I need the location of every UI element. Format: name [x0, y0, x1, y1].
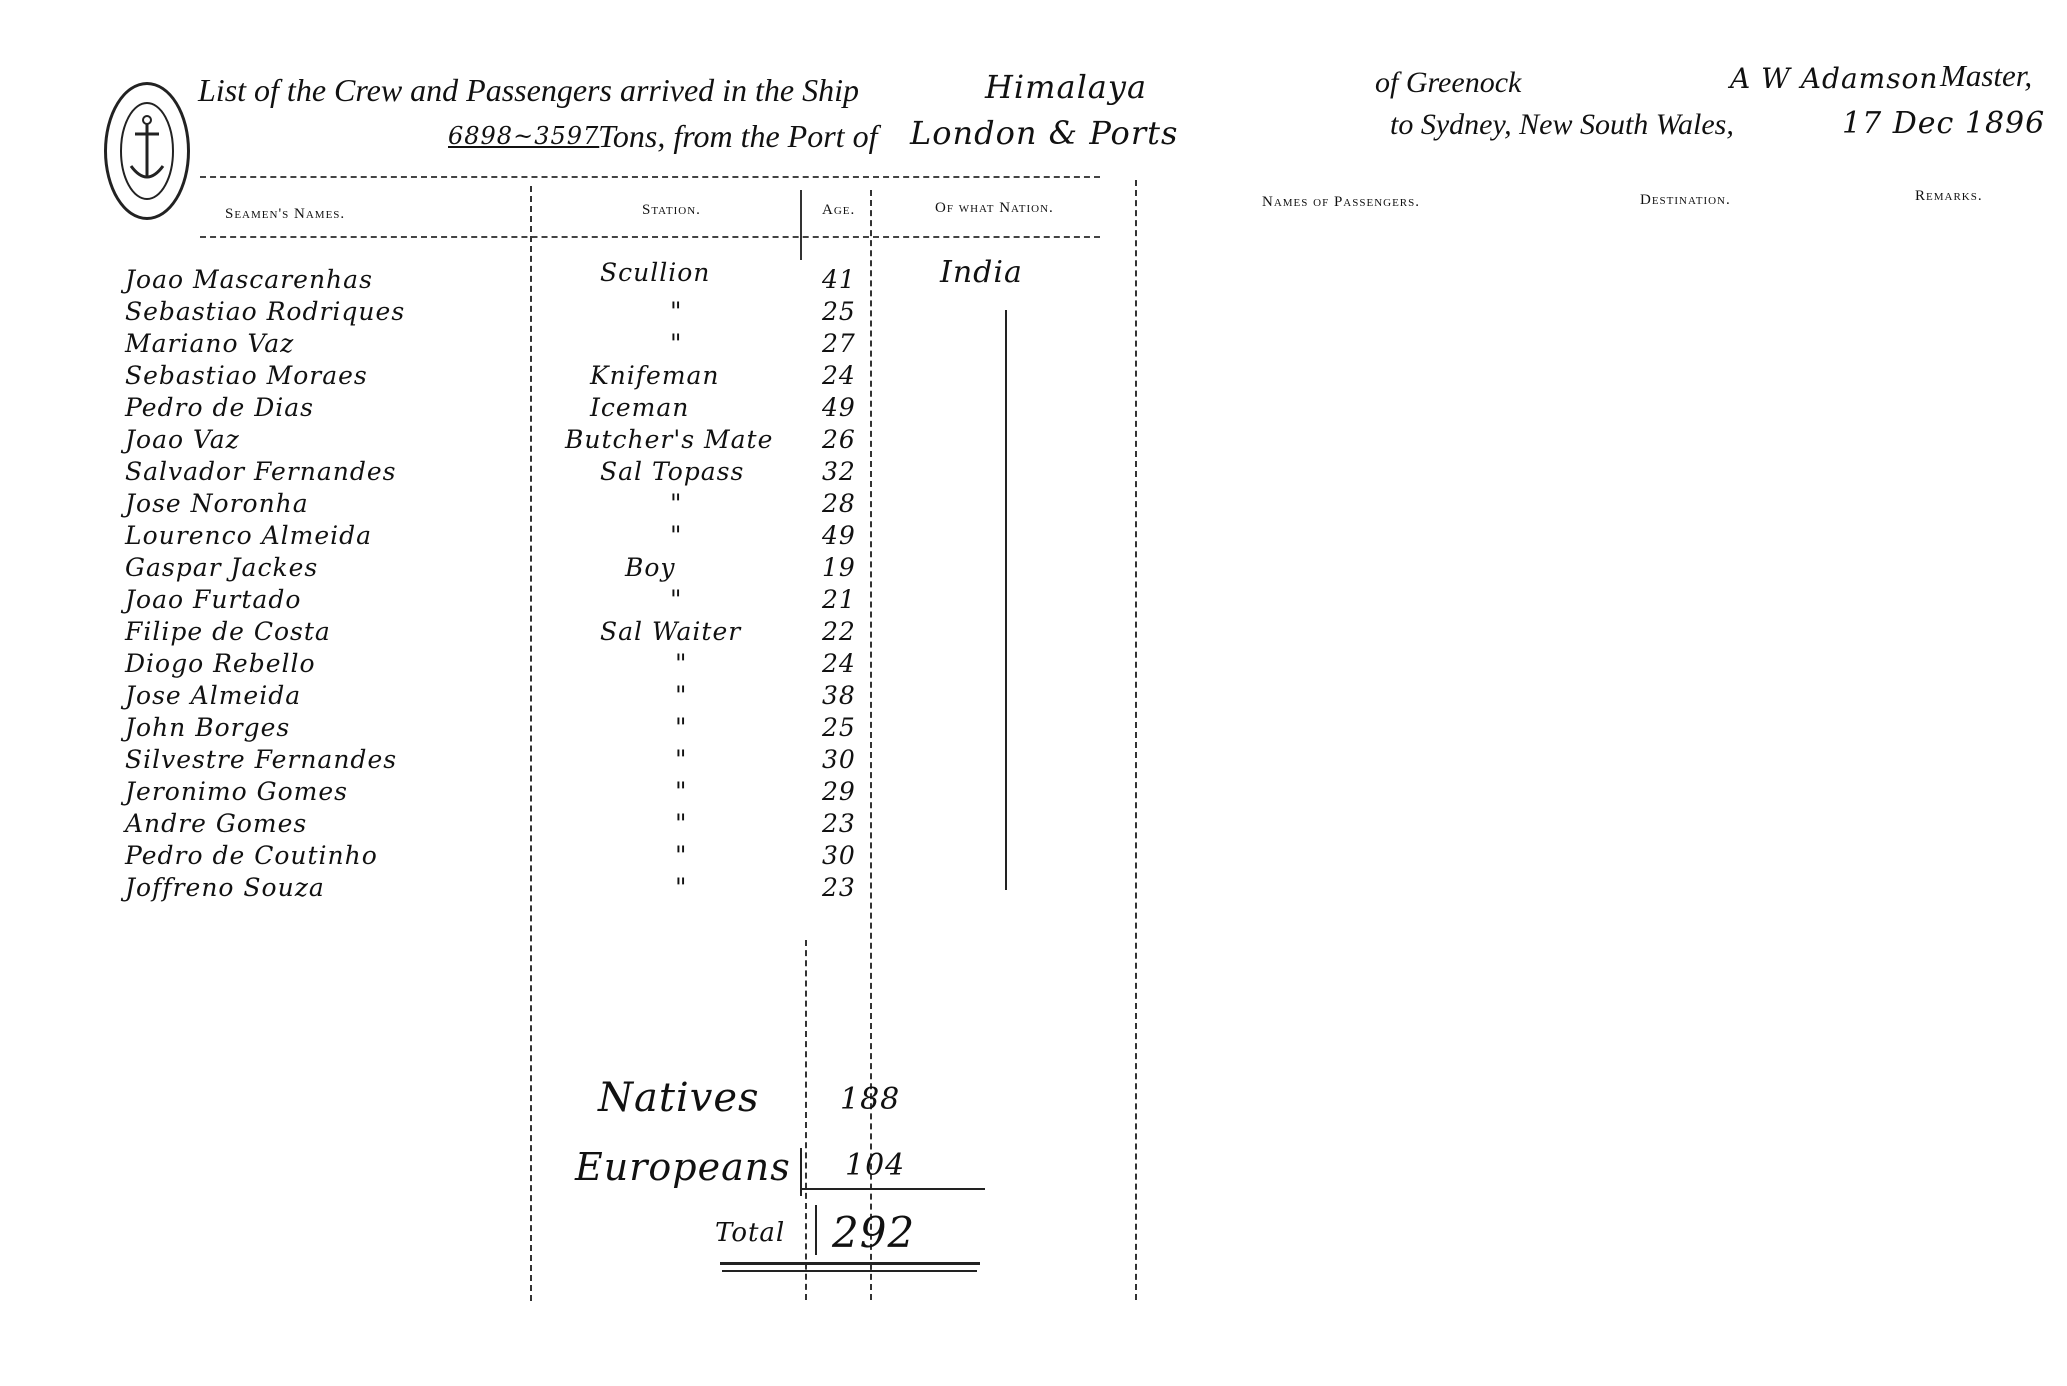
crew-station: " — [675, 649, 688, 678]
crew-name: Diogo Rebello — [125, 649, 316, 678]
crew-name: Joao Furtado — [125, 585, 302, 614]
col-nation: Of what Nation. — [935, 200, 1054, 216]
crew-name: Salvador Fernandes — [125, 457, 397, 486]
column-header-rule — [200, 236, 1100, 238]
crew-age: 21 — [822, 585, 856, 614]
crew-age: 25 — [822, 713, 856, 742]
master-name: A W Adamson — [1730, 62, 1939, 95]
crew-name: Andre Gomes — [125, 809, 308, 838]
crew-station: Sal Waiter — [600, 617, 742, 646]
divider-name-station — [530, 186, 532, 1301]
crew-age: 32 — [822, 457, 856, 486]
crew-age: 30 — [822, 745, 856, 774]
subtotal-rule — [800, 1188, 985, 1190]
col-passengers: Names of Passengers. — [1262, 194, 1421, 210]
crew-age: 41 — [822, 265, 856, 294]
crew-station: " — [675, 681, 688, 710]
crew-station: " — [670, 329, 683, 358]
total-rule-1 — [720, 1262, 980, 1265]
crew-age: 49 — [822, 393, 856, 422]
divider-station-age-top — [800, 190, 802, 260]
crew-age: 49 — [822, 521, 856, 550]
col-age: Age. — [822, 202, 856, 218]
crew-name: Mariano Vaz — [125, 329, 295, 358]
crew-age: 30 — [822, 841, 856, 870]
crew-station: " — [675, 745, 688, 774]
crew-age: 38 — [822, 681, 856, 710]
crew-name: Sebastiao Rodriques — [125, 297, 406, 326]
department-seal — [104, 82, 190, 220]
total-label: Total — [715, 1218, 786, 1248]
divider-nation-passengers — [1135, 180, 1137, 1300]
crew-station: Butcher's Mate — [565, 425, 774, 454]
departure-port: London & Ports — [910, 114, 1179, 152]
crew-age: 24 — [822, 361, 856, 390]
crew-age: 25 — [822, 297, 856, 326]
crew-station: " — [675, 713, 688, 742]
crew-nation: India — [940, 255, 1023, 290]
crew-station: " — [670, 297, 683, 326]
crew-station: " — [675, 809, 688, 838]
ship-registry-port: of Greenock — [1375, 66, 1522, 99]
crew-station: " — [670, 521, 683, 550]
crew-name: Pedro de Coutinho — [125, 841, 378, 870]
crew-name: Joao Vaz — [125, 425, 240, 454]
crew-station: " — [675, 841, 688, 870]
divider-station-age-bottom — [805, 940, 807, 1300]
divider-age-nation — [870, 190, 872, 1300]
natives-value: 188 — [840, 1082, 901, 1117]
ditto-line-nation — [1005, 310, 1007, 890]
crew-station: Knifeman — [590, 361, 720, 390]
destination-line: to Sydney, New South Wales, — [1390, 108, 1734, 141]
crew-age: 23 — [822, 809, 856, 838]
total-rule-2 — [722, 1270, 977, 1272]
anchor-icon — [117, 96, 177, 206]
col-destination: Destination. — [1640, 192, 1731, 208]
header-tons-from: Tons, from the Port of — [598, 118, 878, 154]
crew-station: " — [675, 873, 688, 902]
crew-name: Jose Almeida — [125, 681, 302, 710]
crew-name: Joao Mascarenhas — [125, 265, 373, 294]
crew-age: 23 — [822, 873, 856, 902]
europeans-label: Europeans — [575, 1145, 791, 1189]
col-remarks: Remarks. — [1915, 188, 1983, 204]
total-value: 292 — [832, 1208, 916, 1257]
crew-name: Silvestre Fernandes — [125, 745, 398, 774]
header-rule — [200, 176, 1100, 178]
crew-station: Scullion — [600, 258, 711, 287]
crew-station: " — [670, 489, 683, 518]
crew-station: Boy — [625, 553, 676, 582]
crew-age: 22 — [822, 617, 856, 646]
crew-station: " — [670, 585, 683, 614]
crew-age: 24 — [822, 649, 856, 678]
crew-age: 27 — [822, 329, 856, 358]
crew-station: Iceman — [590, 393, 690, 422]
crew-name: Sebastiao Moraes — [125, 361, 368, 390]
crew-station: Sal Topass — [600, 457, 745, 486]
arrival-date: 17 Dec 1896 — [1842, 106, 2046, 141]
ship-name: Himalaya — [985, 68, 1148, 106]
crew-name: Joffreno Souza — [125, 873, 325, 902]
crew-age: 29 — [822, 777, 856, 806]
col-station: Station. — [642, 202, 701, 218]
master-label: Master, — [1940, 58, 2033, 93]
crew-age: 19 — [822, 553, 856, 582]
crew-station: " — [675, 777, 688, 806]
crew-age: 28 — [822, 489, 856, 518]
col-seamen-names: Seamen's Names. — [225, 206, 346, 222]
header-title: List of the Crew and Passengers arrived in the Ship — [198, 72, 860, 108]
tonnage: 6898~3597 — [448, 122, 600, 150]
crew-name: Gaspar Jackes — [125, 553, 319, 582]
europeans-value: 104 — [845, 1148, 906, 1183]
natives-label: Natives — [598, 1075, 760, 1121]
total-divider — [815, 1205, 817, 1255]
crew-name: Filipe de Costa — [125, 617, 331, 646]
crew-name: John Borges — [125, 713, 291, 742]
crew-name: Lourenco Almeida — [125, 521, 373, 550]
crew-name: Jose Noronha — [125, 489, 309, 518]
crew-age: 26 — [822, 425, 856, 454]
crew-name: Pedro de Dias — [125, 393, 314, 422]
crew-name: Jeronimo Gomes — [125, 777, 348, 806]
